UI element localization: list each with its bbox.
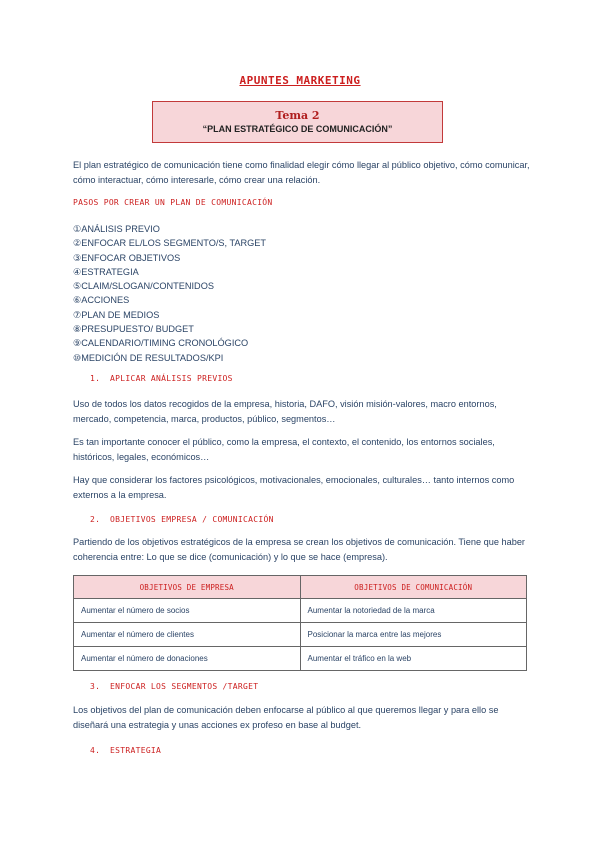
table-cell: Aumentar el tráfico en la web — [300, 647, 527, 671]
section-number: 2. — [90, 515, 101, 524]
table-header: OBJETIVOS DE EMPRESA — [74, 576, 301, 599]
section-1-paragraph-1: Uso de todos los datos recogidos de la empresa, historia, DAFO, visión misión-valores, macro entornos, mercado, competencia, marca, productos, público, segmentos… — [73, 399, 497, 424]
section-number: 4. — [90, 746, 101, 755]
list-item: ⑧PRESUPUESTO/ BUDGET — [73, 324, 194, 335]
list-item: ⑦PLAN DE MEDIOS — [73, 309, 160, 320]
list-item: ⑥ACCIONES — [73, 295, 130, 306]
section-1-paragraph-2: Es tan importante conocer el público, como la empresa, el contexto, el contenido, los entornos sociales, históricos, legales, económicos… — [73, 437, 495, 462]
section-2-paragraph: Partiendo de los objetivos estratégicos de la empresa se crean los objetivos de comunicación. Tiene que haber coherencia entre: Lo que se dice (comunicación) y lo que se hace (empresa). — [73, 537, 525, 562]
document-title: APUNTES MARKETING — [239, 74, 361, 87]
section-1-paragraph-3: Hay que considerar los factores psicológicos, motivacionales, emocionales, culturales… tanto internos como externos a la empresa. — [73, 475, 515, 500]
section-1-heading — [90, 374, 233, 383]
list-item: ②ENFOCAR EL/LOS SEGMENTO/S, TARGET — [73, 238, 267, 249]
intro-paragraph: El plan estratégico de comunicación tiene como finalidad elegir cómo llegar al público objetivo, cómo comunicar, cómo interactuar, cómo interesarle, cómo crear una relación. — [73, 160, 530, 185]
section-3-heading — [90, 682, 258, 691]
section-number: 3. — [90, 682, 101, 691]
section-title: ENFOCAR LOS SEGMENTOS /TARGET — [110, 682, 259, 691]
section-2-heading — [90, 515, 274, 524]
table-header-row — [74, 576, 527, 599]
list-item: ④ESTRATEGIA — [73, 266, 139, 277]
objectives-table — [73, 575, 527, 671]
steps-list — [73, 222, 266, 365]
section-4-heading — [90, 746, 161, 755]
list-item: ③ENFOCAR OBJETIVOS — [73, 252, 181, 263]
section-title: OBJETIVOS EMPRESA / COMUNICACIÓN — [110, 515, 274, 524]
section-3-paragraph: Los objetivos del plan de comunicación deben enfocarse al público al que queremos llegar y para ello se diseñará una estrategia y unas acciones ex profeso en base al budget. — [73, 705, 499, 730]
table-row — [74, 647, 527, 671]
list-item: ⑩MEDICIÓN DE RESULTADOS/KPI — [73, 352, 224, 363]
table-cell: Posicionar la marca entre las mejores — [300, 623, 527, 647]
table-cell: Aumentar el número de donaciones — [74, 647, 301, 671]
table-cell: Aumentar el número de clientes — [74, 623, 301, 647]
steps-heading: PASOS POR CREAR UN PLAN DE COMUNICACIÓN — [73, 198, 273, 207]
topic-name: “PLAN ESTRATÉGICO DE COMUNICACIÓN” — [202, 124, 393, 134]
section-title: APLICAR ANÁLISIS PREVIOS — [110, 374, 233, 383]
table-cell: Aumentar la notoriedad de la marca — [300, 599, 527, 623]
table-cell: Aumentar el número de socios — [74, 599, 301, 623]
section-number: 1. — [90, 374, 101, 383]
list-item: ⑨CALENDARIO/TIMING CRONOLÓGICO — [73, 338, 249, 349]
table-header: OBJETIVOS DE COMUNICACIÓN — [300, 576, 527, 599]
topic-box — [152, 101, 443, 143]
topic-number: Tema 2 — [275, 109, 320, 122]
table-row — [74, 623, 527, 647]
list-item: ⑤CLAIM/SLOGAN/CONTENIDOS — [73, 281, 214, 292]
list-item: ①ANÁLISIS PREVIO — [73, 224, 160, 234]
table-row — [74, 599, 527, 623]
section-title: ESTRATEGIA — [110, 746, 162, 755]
